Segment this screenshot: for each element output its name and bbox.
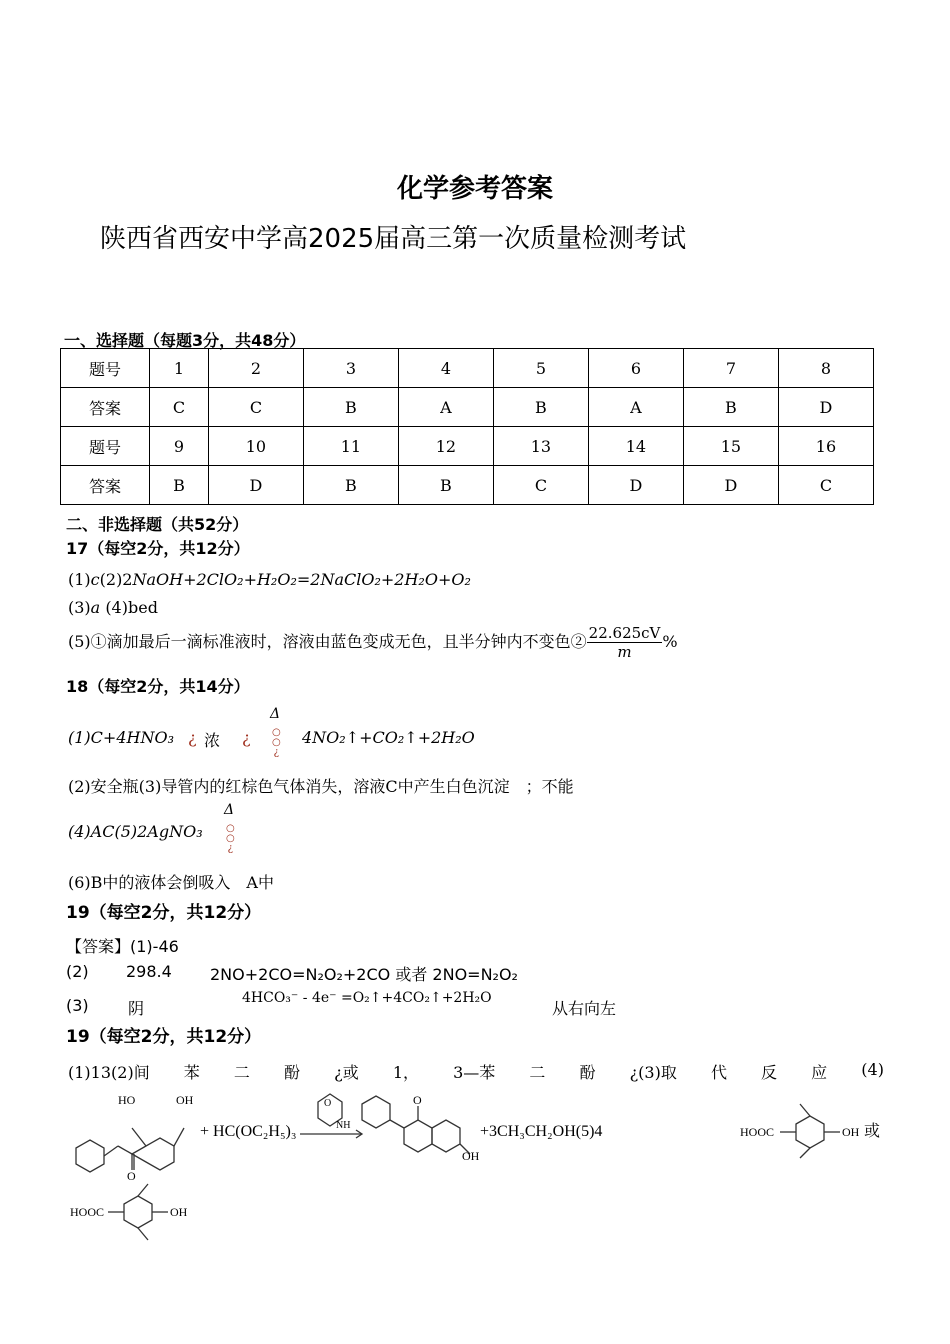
exam-title: 陕西省西安中学高2025届高三第一次质量检测考试 (100, 224, 687, 254)
answer-table (60, 348, 874, 505)
byproduct-formula: +3CH₃CH₂OH(5)4 (480, 1123, 603, 1140)
table-cell: C (493, 466, 588, 505)
table-cell: B (398, 466, 493, 505)
table-cell: 9 (150, 427, 209, 466)
table-row (61, 349, 874, 388)
q17-line3 (68, 624, 678, 661)
fraction-numerator: 22.625cV (588, 624, 661, 642)
q18-delta-2: Δ (224, 802, 235, 818)
table-cell: B (493, 388, 588, 427)
q19a-l2-value: 298.4 (126, 962, 172, 981)
oh-label-3: OH (842, 1125, 860, 1139)
table-cell: 12 (398, 427, 493, 466)
q19b-part: (4) (861, 1060, 884, 1079)
q19b-part: 反 (761, 1063, 778, 1082)
q19b-part: 3—苯 (453, 1063, 496, 1082)
fraction-denominator: m (617, 643, 632, 661)
q19b-part: 苯 (183, 1063, 200, 1082)
table-cell: C (150, 388, 209, 427)
row-label: 题号 (61, 349, 150, 388)
table-cell: 4 (398, 349, 493, 388)
q19a-line1: 【答案】(1)-46 (66, 937, 179, 956)
ho-label: HO (118, 1093, 136, 1107)
q19a-heading: 19（每空2分，共12分） (66, 903, 262, 923)
q18-conc: 浓 (204, 731, 221, 750)
table-cell: 11 (303, 427, 398, 466)
q19b-part: ¿或 (334, 1063, 359, 1082)
q18-heading: 18（每空2分，共14分） (66, 677, 250, 696)
table-cell: 3 (303, 349, 398, 388)
table-cell: A (588, 388, 683, 427)
table-cell: 13 (493, 427, 588, 466)
table-cell: D (588, 466, 683, 505)
q19b-part: (1)13(2)间 (68, 1063, 150, 1082)
q18-delta-1: Δ (270, 706, 281, 722)
table-cell: 16 (778, 427, 873, 466)
q19a-l2-equation: 2NO+2CO=N₂O₂+2CO 或者 2NO=N₂O₂ (210, 965, 518, 984)
reactant-structure (76, 1128, 184, 1172)
q17-l2-prefix: (3) (68, 598, 91, 617)
q17-l1-prefix: (1) (68, 570, 91, 589)
or-text: 或 (864, 1123, 881, 1140)
table-cell: B (683, 388, 778, 427)
q19a-l3-answer: 阴 (128, 999, 145, 1018)
q19b-part: 酚 (579, 1063, 596, 1082)
arrow-condition-icon: ○ ○ ¿ (226, 823, 235, 854)
arrow-condition-icon: ○ ○ ¿ (272, 727, 281, 758)
q19b-part: 酚 (284, 1063, 301, 1082)
table-cell: A (398, 388, 493, 427)
section2-heading: 二、非选择题（共52分） (66, 515, 249, 534)
q17-equation: NaOH+2ClO₂+H₂O₂=2NaClO₂+2H₂O+O₂ (132, 570, 471, 589)
product-oh-label: OH (462, 1149, 480, 1163)
table-cell: 1 (150, 349, 209, 388)
q17-heading: 17（每空2分，共12分） (66, 539, 250, 558)
q19b-part: ¿(3)取 (629, 1063, 677, 1082)
q19b-heading: 19（每空2分，共12分） (66, 1027, 262, 1047)
q19b-part: 1， (392, 1063, 419, 1082)
hooc-label-1: HOOC (740, 1125, 775, 1139)
q18-line3: (4)AC(5)2AgNO₃ (68, 822, 203, 841)
table-cell: 5 (493, 349, 588, 388)
q17-l1-answer: c (90, 570, 100, 589)
isomer-structure-2 (108, 1184, 168, 1240)
q17-line1 (68, 570, 471, 589)
q19a-l3-equation: 4HCO₃⁻ - 4e⁻ =O₂↑+4CO₂↑+2H₂O (242, 990, 492, 1006)
q17-fraction (587, 624, 663, 661)
ketone-o-label: O (127, 1169, 136, 1183)
row-label: 题号 (61, 427, 150, 466)
table-cell: 14 (588, 427, 683, 466)
table-cell: 7 (683, 349, 778, 388)
q19a-l2-prefix: (2) (66, 962, 89, 981)
hooc-label-2: HOOC (70, 1205, 105, 1219)
table-cell: 15 (683, 427, 778, 466)
q17-l1-b: (2)2 (99, 570, 133, 589)
table-row (61, 427, 874, 466)
table-cell: D (683, 466, 778, 505)
table-cell: C (208, 388, 303, 427)
morpholine-o-label: O (324, 1098, 332, 1109)
q18-line4: (6)B中的液体会倒吸入 A中 (68, 873, 274, 892)
table-cell: 10 (208, 427, 303, 466)
oh-label: OH (176, 1093, 194, 1107)
q19b-part: 二 (529, 1063, 546, 1082)
q18-glyph2: ¿ (242, 728, 251, 747)
q19a-l3-direction: 从右向左 (552, 999, 617, 1018)
table-cell: 6 (588, 349, 683, 388)
q18-glyph: ¿ (188, 728, 197, 747)
row-label: 答案 (61, 466, 150, 505)
table-cell: 8 (778, 349, 873, 388)
q17-line2 (68, 598, 158, 617)
q19b-part: 应 (811, 1063, 828, 1082)
table-cell: 2 (208, 349, 303, 388)
isomer-structure-1 (780, 1104, 840, 1158)
page-title: 化学参考答案 (396, 174, 553, 204)
q17-l3-text: (5)①滴加最后一滴标准液时，溶液由蓝色变成无色，且半分钟内不变色② (68, 632, 587, 651)
q18-line1-left: (1)C+4HNO₃ (68, 728, 174, 747)
nh-label: NH (336, 1120, 351, 1131)
q17-l2-c: (4)bed (105, 598, 158, 617)
table-cell: D (208, 466, 303, 505)
reaction-scheme (0, 1088, 950, 1288)
q19b-part: 代 (710, 1063, 727, 1082)
table-row (61, 388, 874, 427)
percent-sign: % (662, 632, 678, 651)
reagent-formula: + HC(OC₂H₅)₃ (200, 1123, 297, 1140)
table-cell: D (778, 388, 873, 427)
table-cell: B (303, 466, 398, 505)
row-label: 答案 (61, 388, 150, 427)
table-cell: B (150, 466, 209, 505)
oh-label-4: OH (170, 1205, 188, 1219)
q17-l2-answer: a (90, 598, 101, 617)
q19b-part: 二 (233, 1063, 250, 1082)
table-cell: B (303, 388, 398, 427)
q18-line2: (2)安全瓶(3)导管内的红棕色气体消失，溶液C中产生白色沉淀 ；不能 (68, 777, 574, 796)
section1-heading: 一、选择题（每题3分，共48分） (64, 331, 306, 350)
q19b-line1 (68, 1060, 884, 1083)
table-cell: C (778, 466, 873, 505)
product-o-label: O (413, 1093, 422, 1107)
q19a-l3-prefix: (3) (66, 996, 89, 1015)
q18-line1-right: 4NO₂↑+CO₂↑+2H₂O (302, 728, 475, 747)
table-row (61, 466, 874, 505)
